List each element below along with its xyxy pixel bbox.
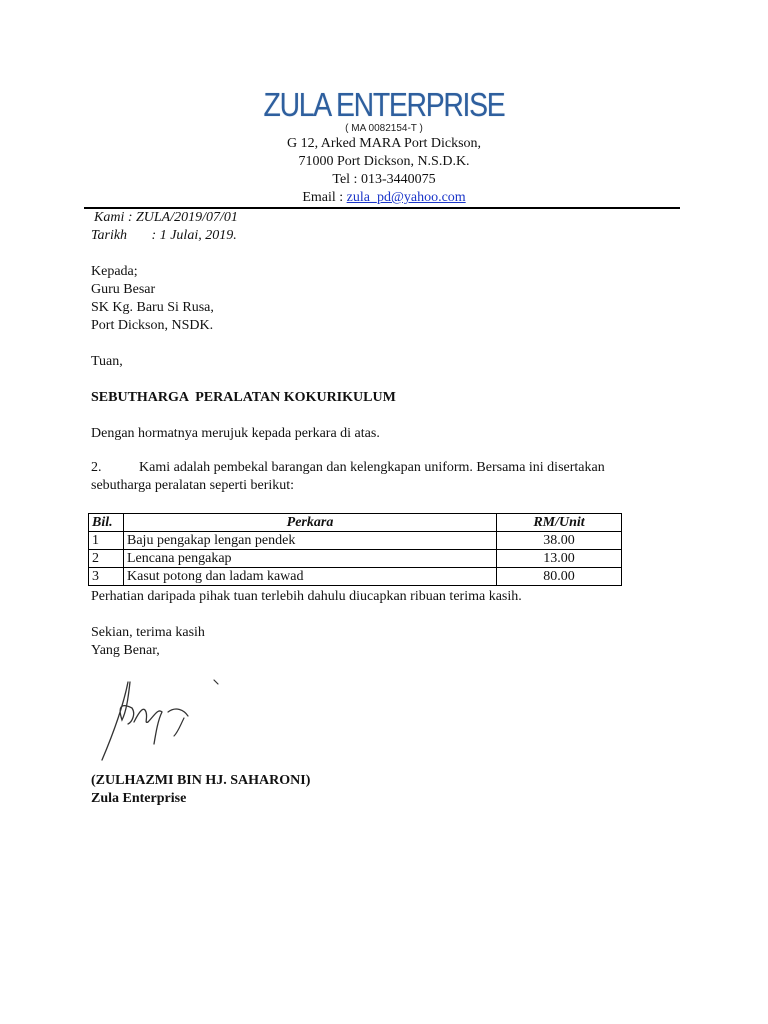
body-paragraph-1: Dengan hormatnya merujuk kepada perkara di atas. xyxy=(91,426,380,441)
cell-bil: 1 xyxy=(89,532,124,550)
recipient-line-3: Port Dickson, NSDK. xyxy=(91,318,214,333)
address-line-2: 71000 Port Dickson, N.S.D.K. xyxy=(298,154,470,169)
subject-heading: SEBUTHARGA PERALATAN KOKURIKULUM xyxy=(91,390,396,405)
header-divider xyxy=(84,207,680,209)
quotation-table xyxy=(88,513,622,586)
cell-bil: 2 xyxy=(89,550,124,568)
body-paragraph-2-line-1: Kami adalah pembekal barangan dan kelengkapan uniform. Bersama ini disertakan xyxy=(139,460,605,475)
email-line xyxy=(0,190,768,206)
cell-price: 38.00 xyxy=(497,532,622,550)
table-row xyxy=(89,568,622,586)
cell-perkara: Lencana pengakap xyxy=(124,550,497,568)
table-row xyxy=(89,532,622,550)
closing-yang-benar: Yang Benar, xyxy=(91,643,160,658)
handwritten-signature xyxy=(88,672,228,772)
reference-number: Kami : ZULA/2019/07/01 xyxy=(94,210,238,225)
email-link[interactable]: zula_pd@yahoo.com xyxy=(346,190,466,205)
email-label: Email : xyxy=(302,190,347,205)
header-perkara: Perkara xyxy=(124,514,497,532)
recipient-heading: Kepada; xyxy=(91,264,138,279)
paragraph-2-number: 2. xyxy=(91,460,102,475)
address-line-1: G 12, Arked MARA Port Dickson, xyxy=(286,136,482,151)
header-bil: Bil. xyxy=(89,514,124,532)
signatory-name: (ZULHAZMI BIN HJ. SAHARONI) xyxy=(91,773,311,788)
table-row xyxy=(89,550,622,568)
letter-date: Tarikh : 1 Julai, 2019. xyxy=(91,228,237,243)
telephone: Tel : 013-3440075 xyxy=(332,172,436,187)
cell-price: 80.00 xyxy=(497,568,622,586)
salutation: Tuan, xyxy=(91,354,123,369)
signatory-company: Zula Enterprise xyxy=(91,791,187,806)
cell-perkara: Kasut potong dan ladam kawad xyxy=(124,568,497,586)
closing-thanks: Perhatian daripada pihak tuan terlebih dahulu diucapkan ribuan terima kasih. xyxy=(91,589,522,604)
cell-price: 13.00 xyxy=(497,550,622,568)
recipient-line-1: Guru Besar xyxy=(91,282,156,297)
table-header-row xyxy=(89,514,622,532)
registration-number: ( MA 0082154-T ) xyxy=(345,123,423,134)
body-paragraph-2-line-2: sebutharga peralatan seperti berikut: xyxy=(91,478,295,493)
company-logo-title: ZULA ENTERPRISE xyxy=(263,86,505,123)
cell-perkara: Baju pengakap lengan pendek xyxy=(124,532,497,550)
header-rm-unit: RM/Unit xyxy=(497,514,622,532)
recipient-line-2: SK Kg. Baru Si Rusa, xyxy=(91,300,214,315)
cell-bil: 3 xyxy=(89,568,124,586)
closing-sekian: Sekian, terima kasih xyxy=(91,625,205,640)
